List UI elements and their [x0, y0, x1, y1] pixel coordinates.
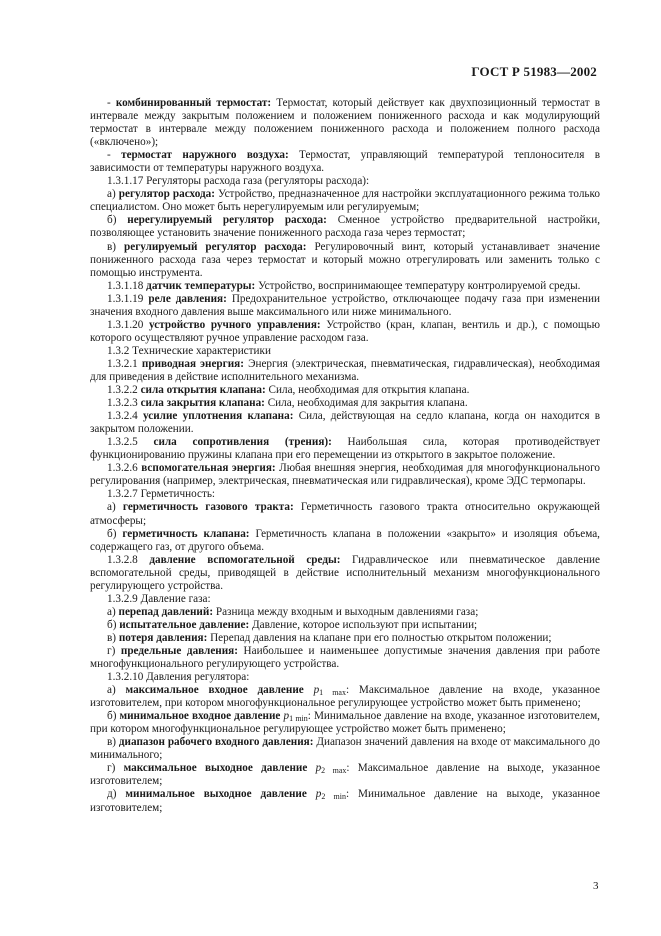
paragraph: а) перепад давлений: Разница между входным и выходным давлениями газа;: [107, 605, 479, 618]
standard-header: ГОСТ Р 51983—2002: [471, 64, 597, 79]
paragraph: 1.3.2.4 усилие уплотнения клапана: Сила, действующая на седло клапана, когда он находится в закрытом положении.: [90, 410, 601, 436]
paragraph: 1.3.2.1 приводная энергия: Энергия (электрическая, пневматическая, гидравлическая), необходимая для приведения в действие исполнительного механизма.: [90, 357, 601, 383]
paragraph: а) максимальное входное давление $p_{1 max}$: Максимальное давление на входе, указанное изготовителем, при котором многофункциональное регулирующее устройство может быть применено;: [90, 684, 600, 710]
page-number: 3: [593, 880, 599, 892]
section-heading: 1.3.2.9 Давление газа:: [107, 592, 211, 605]
paragraph: в) потеря давления: Перепад давления на клапане при его полностью открытом положении;: [107, 631, 552, 644]
section-heading: 1.3.1.17 Регуляторы расхода газа (регуляторы расхода):: [107, 175, 370, 188]
paragraph: в) регулируемый регулятор расхода: Регулировочный винт, который устанавливает значение пониженного расхода газа через термостат и который можно отрегулировать или заменить только с помощью инструмента.: [90, 240, 600, 279]
paragraph: в) диапазон рабочего входного давления: Диапазон значений давления на входе от максимального до минимального;: [90, 736, 600, 762]
paragraph: 1.3.2.6 вспомогательная энергия: Любая внешняя энергия, необходимая для многофункционального регулирования (например, электрическая, пневматическая или гидравлическая), кроме ЭДС термопары.: [90, 462, 600, 488]
paragraph: 1.3.2.5 сила сопротивления (трения): Наибольшая сила, которая противодействует функционированию пружины клапана при его перемещении из открытого в закрытое положение.: [90, 436, 601, 462]
paragraph: а) регулятор расхода: Устройство, предназначенное для настройки эксплуатационного режима только специалистом. Оно может быть нерегулируемым или регулируемым;: [90, 188, 600, 214]
paragraph: 1.3.1.19 реле давления: Предохранительное устройство, отключающее подачу газа при изменении значения входного давления выше максимального или ниже минимального.: [90, 292, 600, 318]
paragraph: б) нерегулируемый регулятор расхода: Сменное устройство предварительной настройки, позволяющее установить значение пониженного расхода газа через термостат;: [90, 214, 601, 240]
paragraph: а) герметичность газового тракта: Герметичность газового тракта относительно окружающей атмосферы;: [90, 501, 600, 527]
paragraph: г) максимальное выходное давление $p_{2 max}$: Максимальное давление на выходе, указанное изготовителем;: [90, 762, 600, 788]
paragraph: 1.3.1.18 датчик температуры: Устройство, воспринимающее температуру контролируемой среды.: [107, 279, 581, 292]
paragraph: 1.3.2.8 давление вспомогательной среды: Гидравлическое или пневматическое давление вспомогательной среды, приводящей в действие исполнительный механизм многофункционального регулирующего устройства.: [90, 553, 601, 592]
paragraph: д) минимальное выходное давление $p_{2 min}$: Минимальное давление на выходе, указанное изготовителем;: [90, 788, 600, 814]
paragraph: 1.3.1.20 устройство ручного управления: Устройство (кран, клапан, вентиль и др.), с помощью которого осуществляют ручное управление расходом газа.: [90, 318, 600, 344]
section-heading: 1.3.2 Технические характеристики: [107, 344, 271, 357]
paragraph: 1.3.2.2 сила открытия клапана: Сила, необходимая для открытия клапана.: [107, 384, 470, 397]
paragraph: б) минимальное входное давление $p_{1 min}$: Минимальное давление на входе, указанное изготовителем, при котором многофункциональное регулирующее устройство может быть применено;: [90, 710, 600, 736]
paragraph: 1.3.2.3 сила закрытия клапана: Сила, необходимая для закрытия клапана.: [107, 397, 468, 410]
paragraph: г) предельные давления: Наибольшее и наименьшее допустимые значения давления при работе многофункционального регулирующего устройства.: [90, 644, 600, 671]
section-heading: 1.3.2.10 Давления регулятора:: [107, 671, 250, 684]
document-body: [90, 97, 600, 815]
paragraph: - комбинированный термостат: Термостат, который действует как двухпозиционный термостат в интервале между закрытым положением и положением пониженного расхода и как модулирующий термостат в интервале между положением пониженного расхода и положением полного расхода («включено»);: [90, 97, 600, 149]
paragraph: б) испытательное давление: Давление, которое используют при испытании;: [107, 618, 478, 631]
paragraph: б) герметичность клапана: Герметичность клапана в положении «закрыто» и изоляция объема, содержащего газ, от другого объема.: [90, 527, 600, 553]
paragraph: - термостат наружного воздуха: Термостат, управляющий температурой теплоносителя в зависимости от температуры наружного воздуха.: [90, 149, 600, 175]
section-heading: 1.3.2.7 Герметичность:: [107, 488, 216, 501]
